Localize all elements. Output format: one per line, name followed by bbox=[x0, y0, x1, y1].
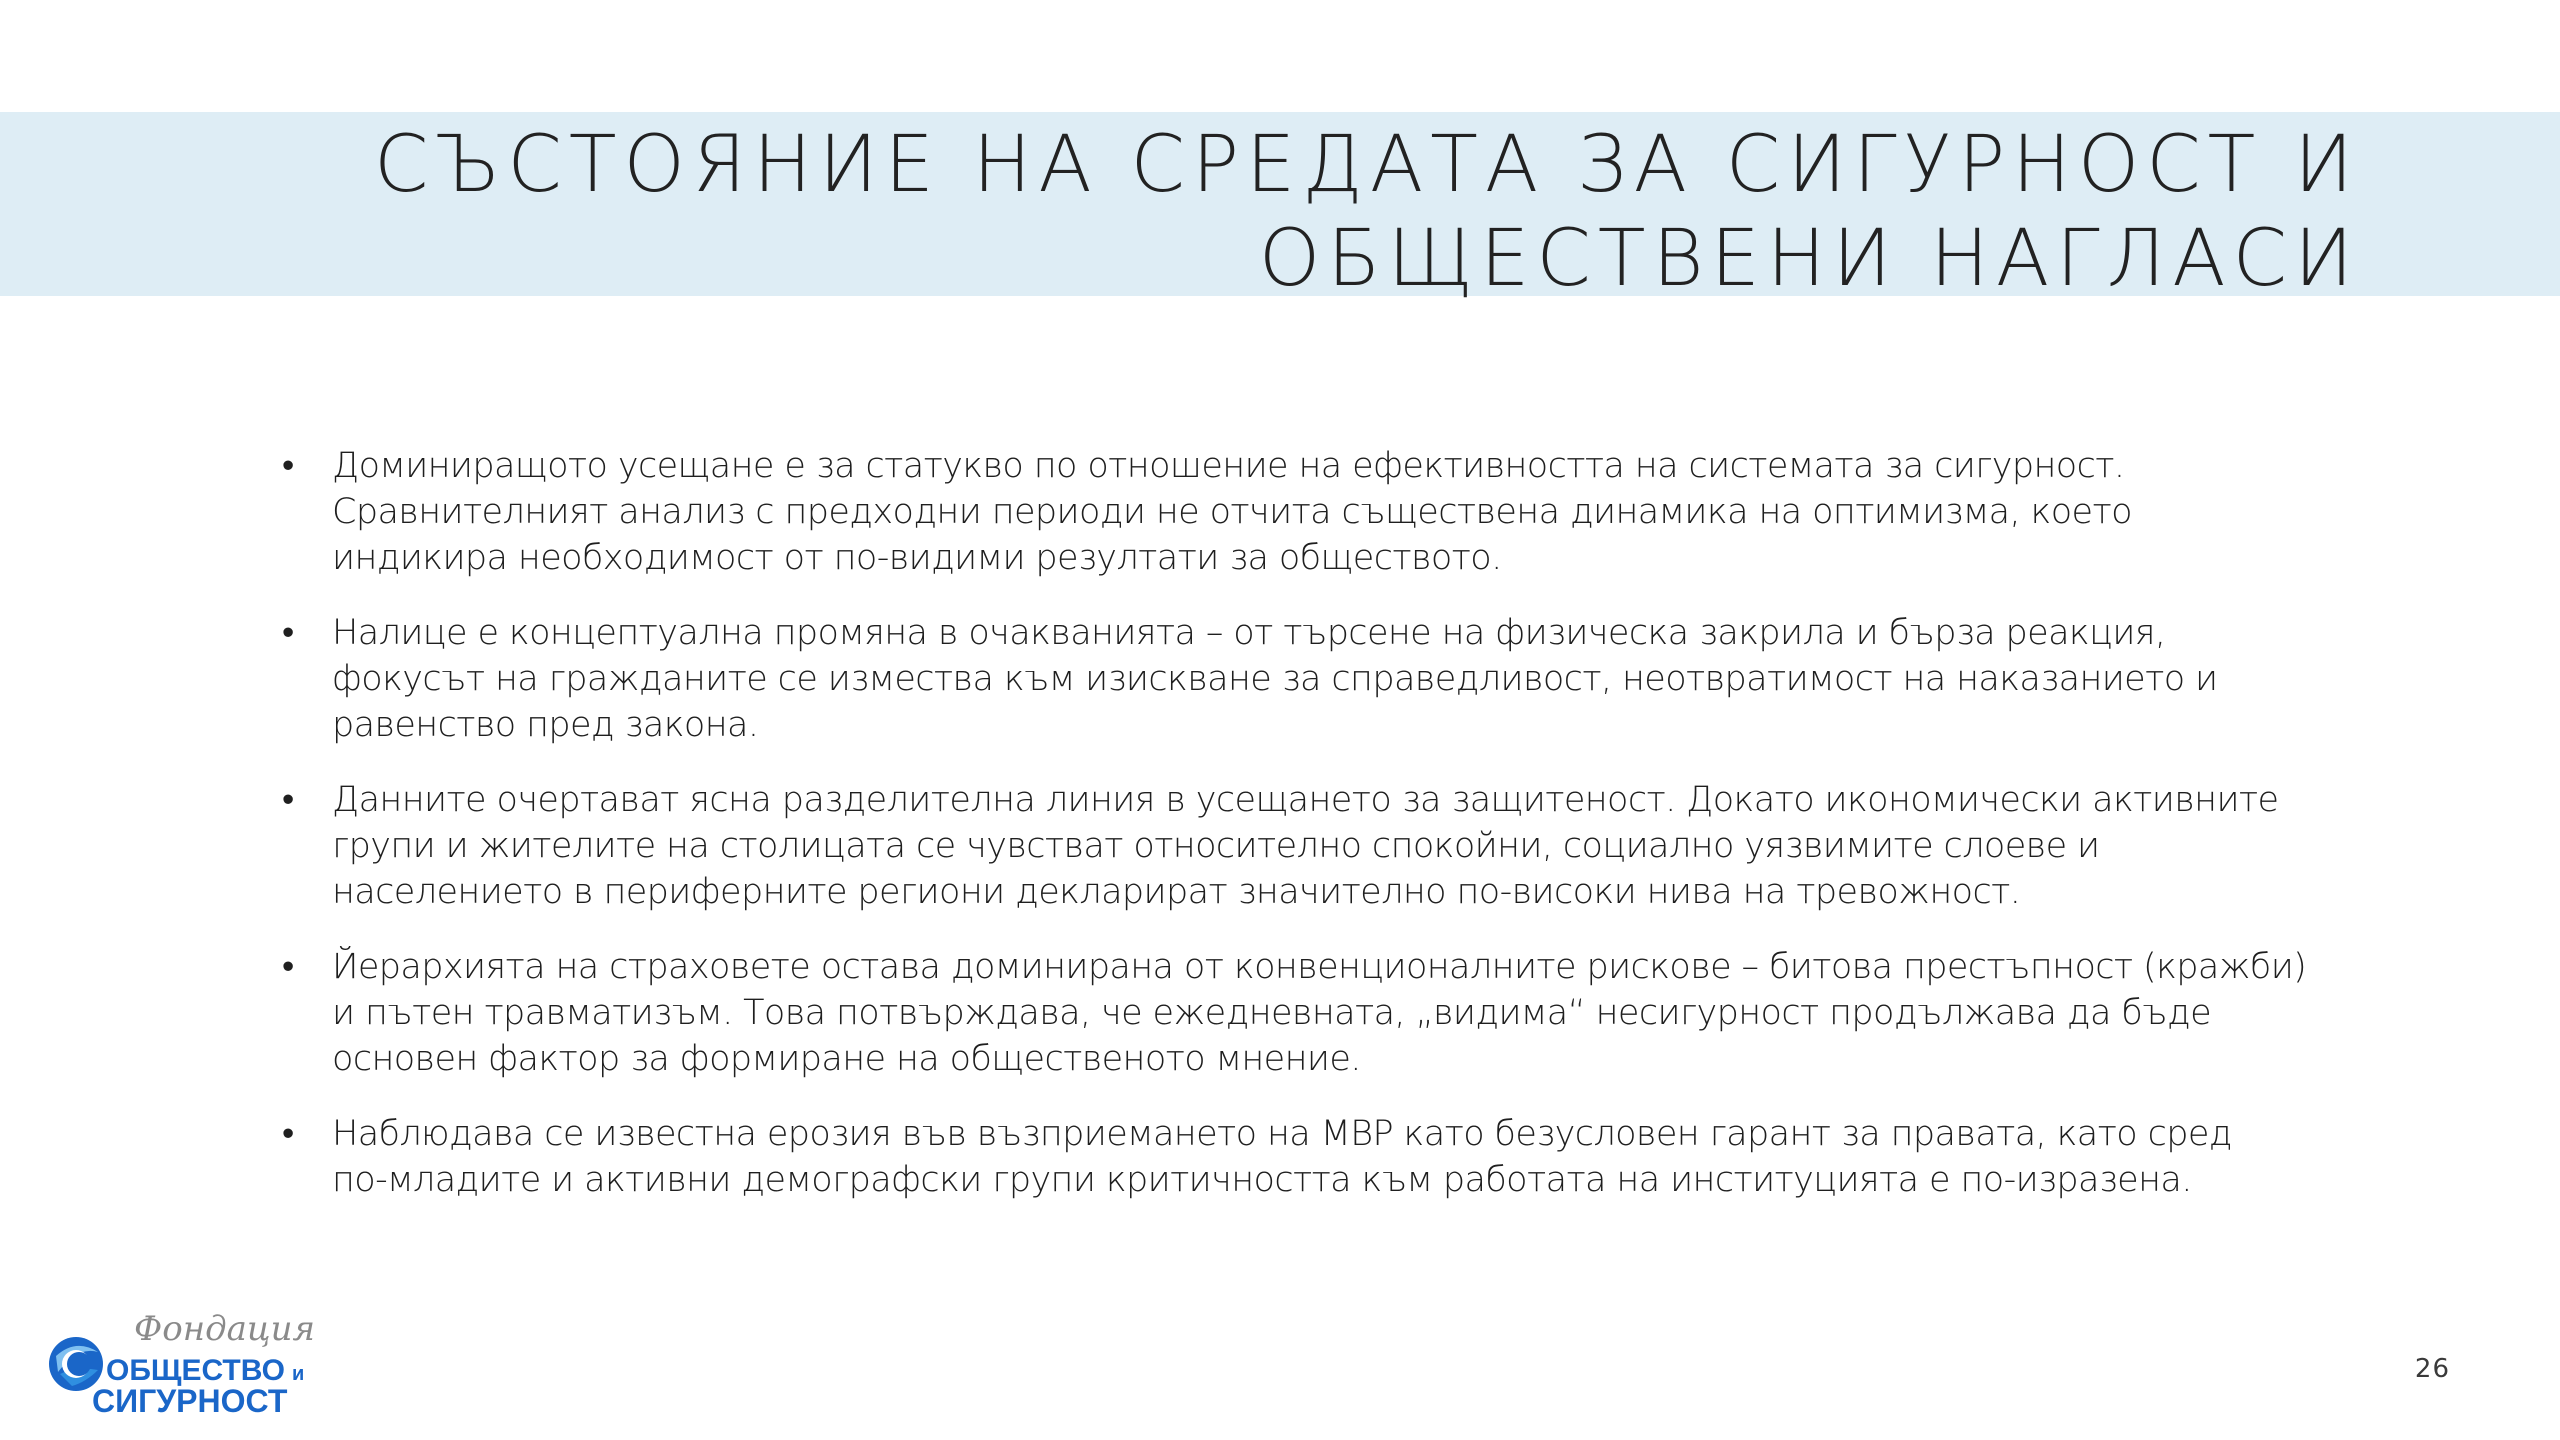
bullet-line: фокусът на гражданите се измества към изискване за справедливост, неотвратимост на наказанието и bbox=[332, 659, 2218, 699]
logo-line1-text: ОБЩЕСТВО bbox=[106, 1354, 285, 1387]
foundation-logo bbox=[46, 1300, 366, 1424]
bullet-dot: • bbox=[282, 446, 294, 486]
bullet-line: индикира необходимост от по-видими резултати за обществото. bbox=[332, 538, 1502, 578]
bullet-line: основен фактор за формиране на общественото мнение. bbox=[332, 1039, 1361, 1079]
bullet-item bbox=[282, 944, 2382, 1082]
bullet-line: равенство пред закона. bbox=[332, 705, 759, 745]
bullet-dot: • bbox=[282, 780, 294, 820]
logo-line1-suffix-text: и bbox=[292, 1363, 305, 1385]
slide-title-line-1: СЪСТОЯНИЕ НА СРЕДАТА ЗА СИГУРНОСТ И bbox=[374, 120, 2360, 210]
bullet-item bbox=[282, 443, 2382, 581]
bullet-line: Сравнителният анализ с предходни периоди не отчита съществена динамика на оптимизма, което bbox=[332, 492, 2132, 532]
logo-script-text: Фондация bbox=[134, 1309, 316, 1349]
bullet-line: Йерархията на страховете остава доминирана от конвенционалните рискове – битова престъпност (кражби) bbox=[332, 947, 2307, 987]
bullet-line: Налице е концептуална промяна в очакванията – от търсене на физическа закрила и бърза реакция, bbox=[332, 613, 2166, 653]
bullet-dot: • bbox=[282, 613, 294, 653]
bullet-line: Наблюдава се известна ерозия във възприемането на МВР като безусловен гарант за правата, като сред bbox=[332, 1114, 2232, 1154]
bullet-line: Доминиращото усещане е за статукво по отношение на ефективността на системата за сигурност. bbox=[332, 446, 2125, 486]
bullet-line: по-младите и активни демографски групи критичността към работата на институцията е по-изразена. bbox=[332, 1160, 2192, 1200]
bullet-item bbox=[282, 1111, 2382, 1203]
bullet-line: Данните очертават ясна разделителна линия в усещането за защитеност. Докато икономически активните bbox=[332, 780, 2279, 820]
page-number: 26 bbox=[2414, 1354, 2450, 1384]
bullet-item bbox=[282, 777, 2382, 915]
bullet-dot: • bbox=[282, 1114, 294, 1154]
bullet-line: групи и жителите на столицата се чувстват относително спокойни, социално уязвимите слоеве и bbox=[332, 826, 2100, 866]
slide-title-line-2: ОБЩЕСТВЕНИ НАГЛАСИ bbox=[1258, 214, 2360, 304]
slide-title bbox=[260, 118, 2360, 306]
bullet-dot: • bbox=[282, 947, 294, 987]
bullet-list bbox=[282, 443, 2382, 1232]
logo-line2-text: СИГУРНОСТ bbox=[92, 1383, 288, 1419]
bullet-item bbox=[282, 610, 2382, 748]
bullet-line: населението в периферните региони декларират значително по-високи нива на тревожност. bbox=[332, 872, 2021, 912]
bullet-line: и пътен травматизъм. Това потвърждава, че ежедневната, „видима“ несигурност продължава да бъде bbox=[332, 993, 2212, 1033]
